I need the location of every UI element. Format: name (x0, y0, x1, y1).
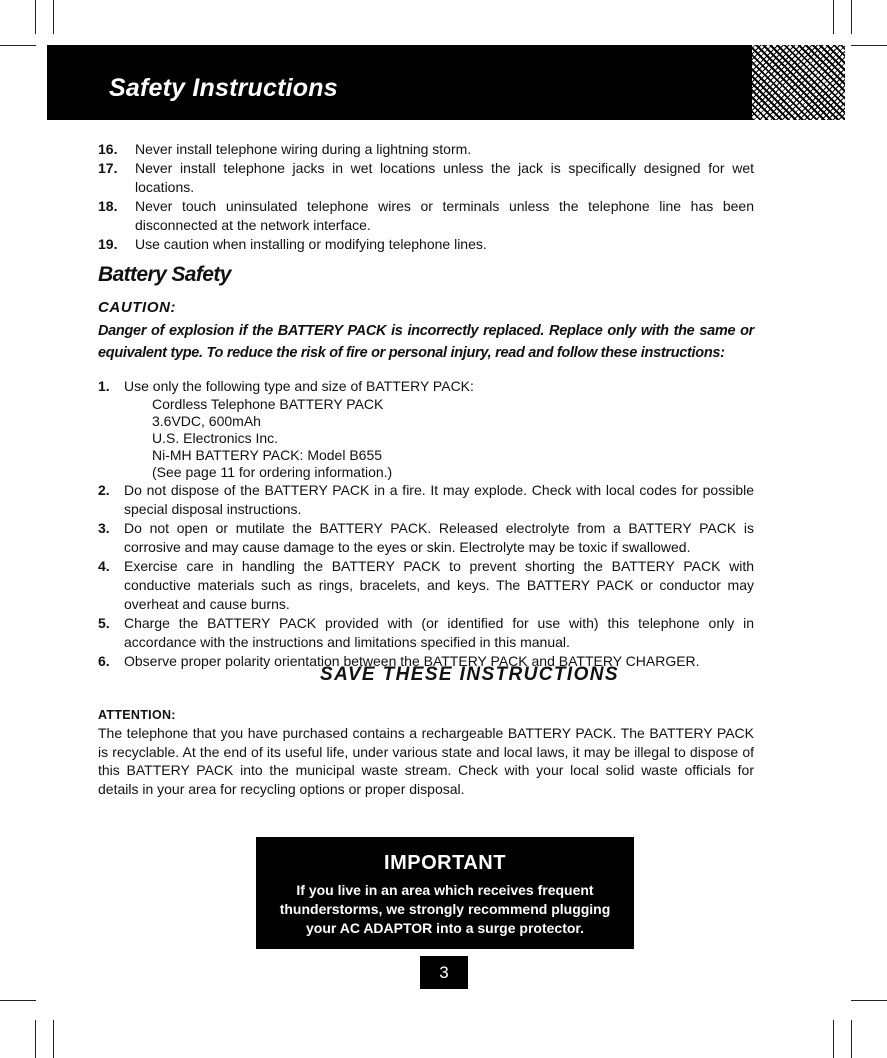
item-number: 5. (98, 615, 110, 631)
spec-line: 3.6VDC, 600mAh (152, 413, 261, 429)
caution-title: CAUTION: (98, 299, 177, 316)
important-text (256, 881, 634, 938)
item-text: Never install telephone wiring during a lightning storm. (135, 141, 472, 157)
item-number: 4. (98, 558, 110, 574)
item-number: 17. (98, 160, 118, 176)
spec-line: Ni-MH BATTERY PACK: Model B655 (152, 447, 383, 463)
important-line: your AC ADAPTOR into a surge protector. (306, 920, 584, 936)
important-line: If you live in an area which receives frequent (296, 882, 594, 898)
crop-mark (851, 0, 852, 34)
important-title: IMPORTANT (384, 852, 506, 874)
item-text: Never touch uninsulated telephone wires or terminals unless the telephone line has been disconnected at the network interface. (135, 198, 754, 233)
item-number: 2. (98, 482, 110, 498)
battery-safety-heading: Battery Safety (98, 263, 231, 286)
item-text: Charge the BATTERY PACK provided with (or identified for use with) this telephone only in accordance with the instructions and limitations specified in this manual. (124, 615, 754, 650)
list-item (98, 235, 754, 254)
crop-mark (53, 0, 54, 34)
item-text: Use caution when installing or modifying telephone lines. (135, 236, 487, 252)
crop-mark (851, 1000, 887, 1001)
item-number: 3. (98, 520, 110, 536)
list-item (98, 159, 754, 197)
item-text-main: Use only the following type and size of BATTERY PACK: (124, 378, 474, 394)
list-item (98, 519, 754, 557)
item-text: Never install telephone jacks in wet locations unless the jack is specifically designed for wet locations. (135, 160, 754, 195)
spec-line: (See page 11 for ordering information.) (152, 464, 393, 480)
spec-line: Cordless Telephone BATTERY PACK (152, 396, 384, 412)
item-text: Exercise care in handling the BATTERY PACK to prevent shorting the BATTERY PACK with conductive materials such as rings, bracelets, and keys. The BATTERY PACK or conductor may overheat and cause burns. (124, 558, 754, 612)
crop-mark (833, 0, 834, 34)
crop-mark (833, 1020, 834, 1058)
top-instruction-list (98, 140, 754, 254)
crop-mark (35, 0, 36, 34)
spec-line: U.S. Electronics Inc. (152, 430, 279, 446)
crop-mark (0, 45, 36, 46)
crop-mark (53, 1020, 54, 1058)
battery-instruction-list (98, 377, 754, 671)
item-number: 16. (98, 141, 118, 157)
header-pattern-graphic (750, 45, 845, 120)
list-item (98, 481, 754, 519)
attention-title: ATTENTION: (98, 708, 176, 722)
list-item (98, 140, 754, 159)
item-number: 1. (98, 378, 110, 394)
header-bar (47, 45, 845, 120)
crop-mark (851, 1020, 852, 1058)
save-instructions-text: SAVE THESE INSTRUCTIONS (320, 664, 619, 685)
item-text: Do not open or mutilate the BATTERY PACK. Released electrolyte from a BATTERY PACK is corrosive and may cause damage to the eyes or skin. Electrolyte may be toxic if swallowed. (124, 520, 754, 555)
crop-mark (0, 1000, 36, 1001)
item-text (124, 377, 754, 481)
item-number: 18. (98, 198, 118, 214)
page-title: Safety Instructions (109, 74, 338, 102)
list-item (98, 614, 754, 652)
important-notice-box (256, 837, 634, 949)
item-number: 6. (98, 653, 110, 669)
save-instructions-banner (0, 664, 887, 686)
crop-mark (851, 45, 887, 46)
crop-mark (35, 1020, 36, 1058)
list-item (98, 377, 754, 481)
list-item (98, 197, 754, 235)
page-number: 3 (420, 956, 468, 989)
item-text: Observe proper polarity orientation between the BATTERY PACK and BATTERY CHARGER. (124, 653, 700, 669)
attention-text: The telephone that you have purchased contains a rechargeable BATTERY PACK. The BATTERY PACK is recyclable. At the end of its useful life, under various state and local laws, it may be illegal to dispose of this BATTERY PACK into the municipal waste stream. Check with your local solid waste officials for details in your area for recycling options or proper disposal. (98, 725, 754, 797)
caution-text: Danger of explosion if the BATTERY PACK is incorrectly replaced. Replace only with the same or equivalent type. To reduce the risk of fire or personal injury, read and follow these instructions: (98, 323, 754, 361)
item-number: 19. (98, 236, 118, 252)
important-line: thunderstorms, we strongly recommend plugging (279, 901, 611, 917)
list-item (98, 557, 754, 614)
item-text: Do not dispose of the BATTERY PACK in a fire. It may explode. Check with local codes for possible special disposal instructions. (124, 482, 754, 517)
